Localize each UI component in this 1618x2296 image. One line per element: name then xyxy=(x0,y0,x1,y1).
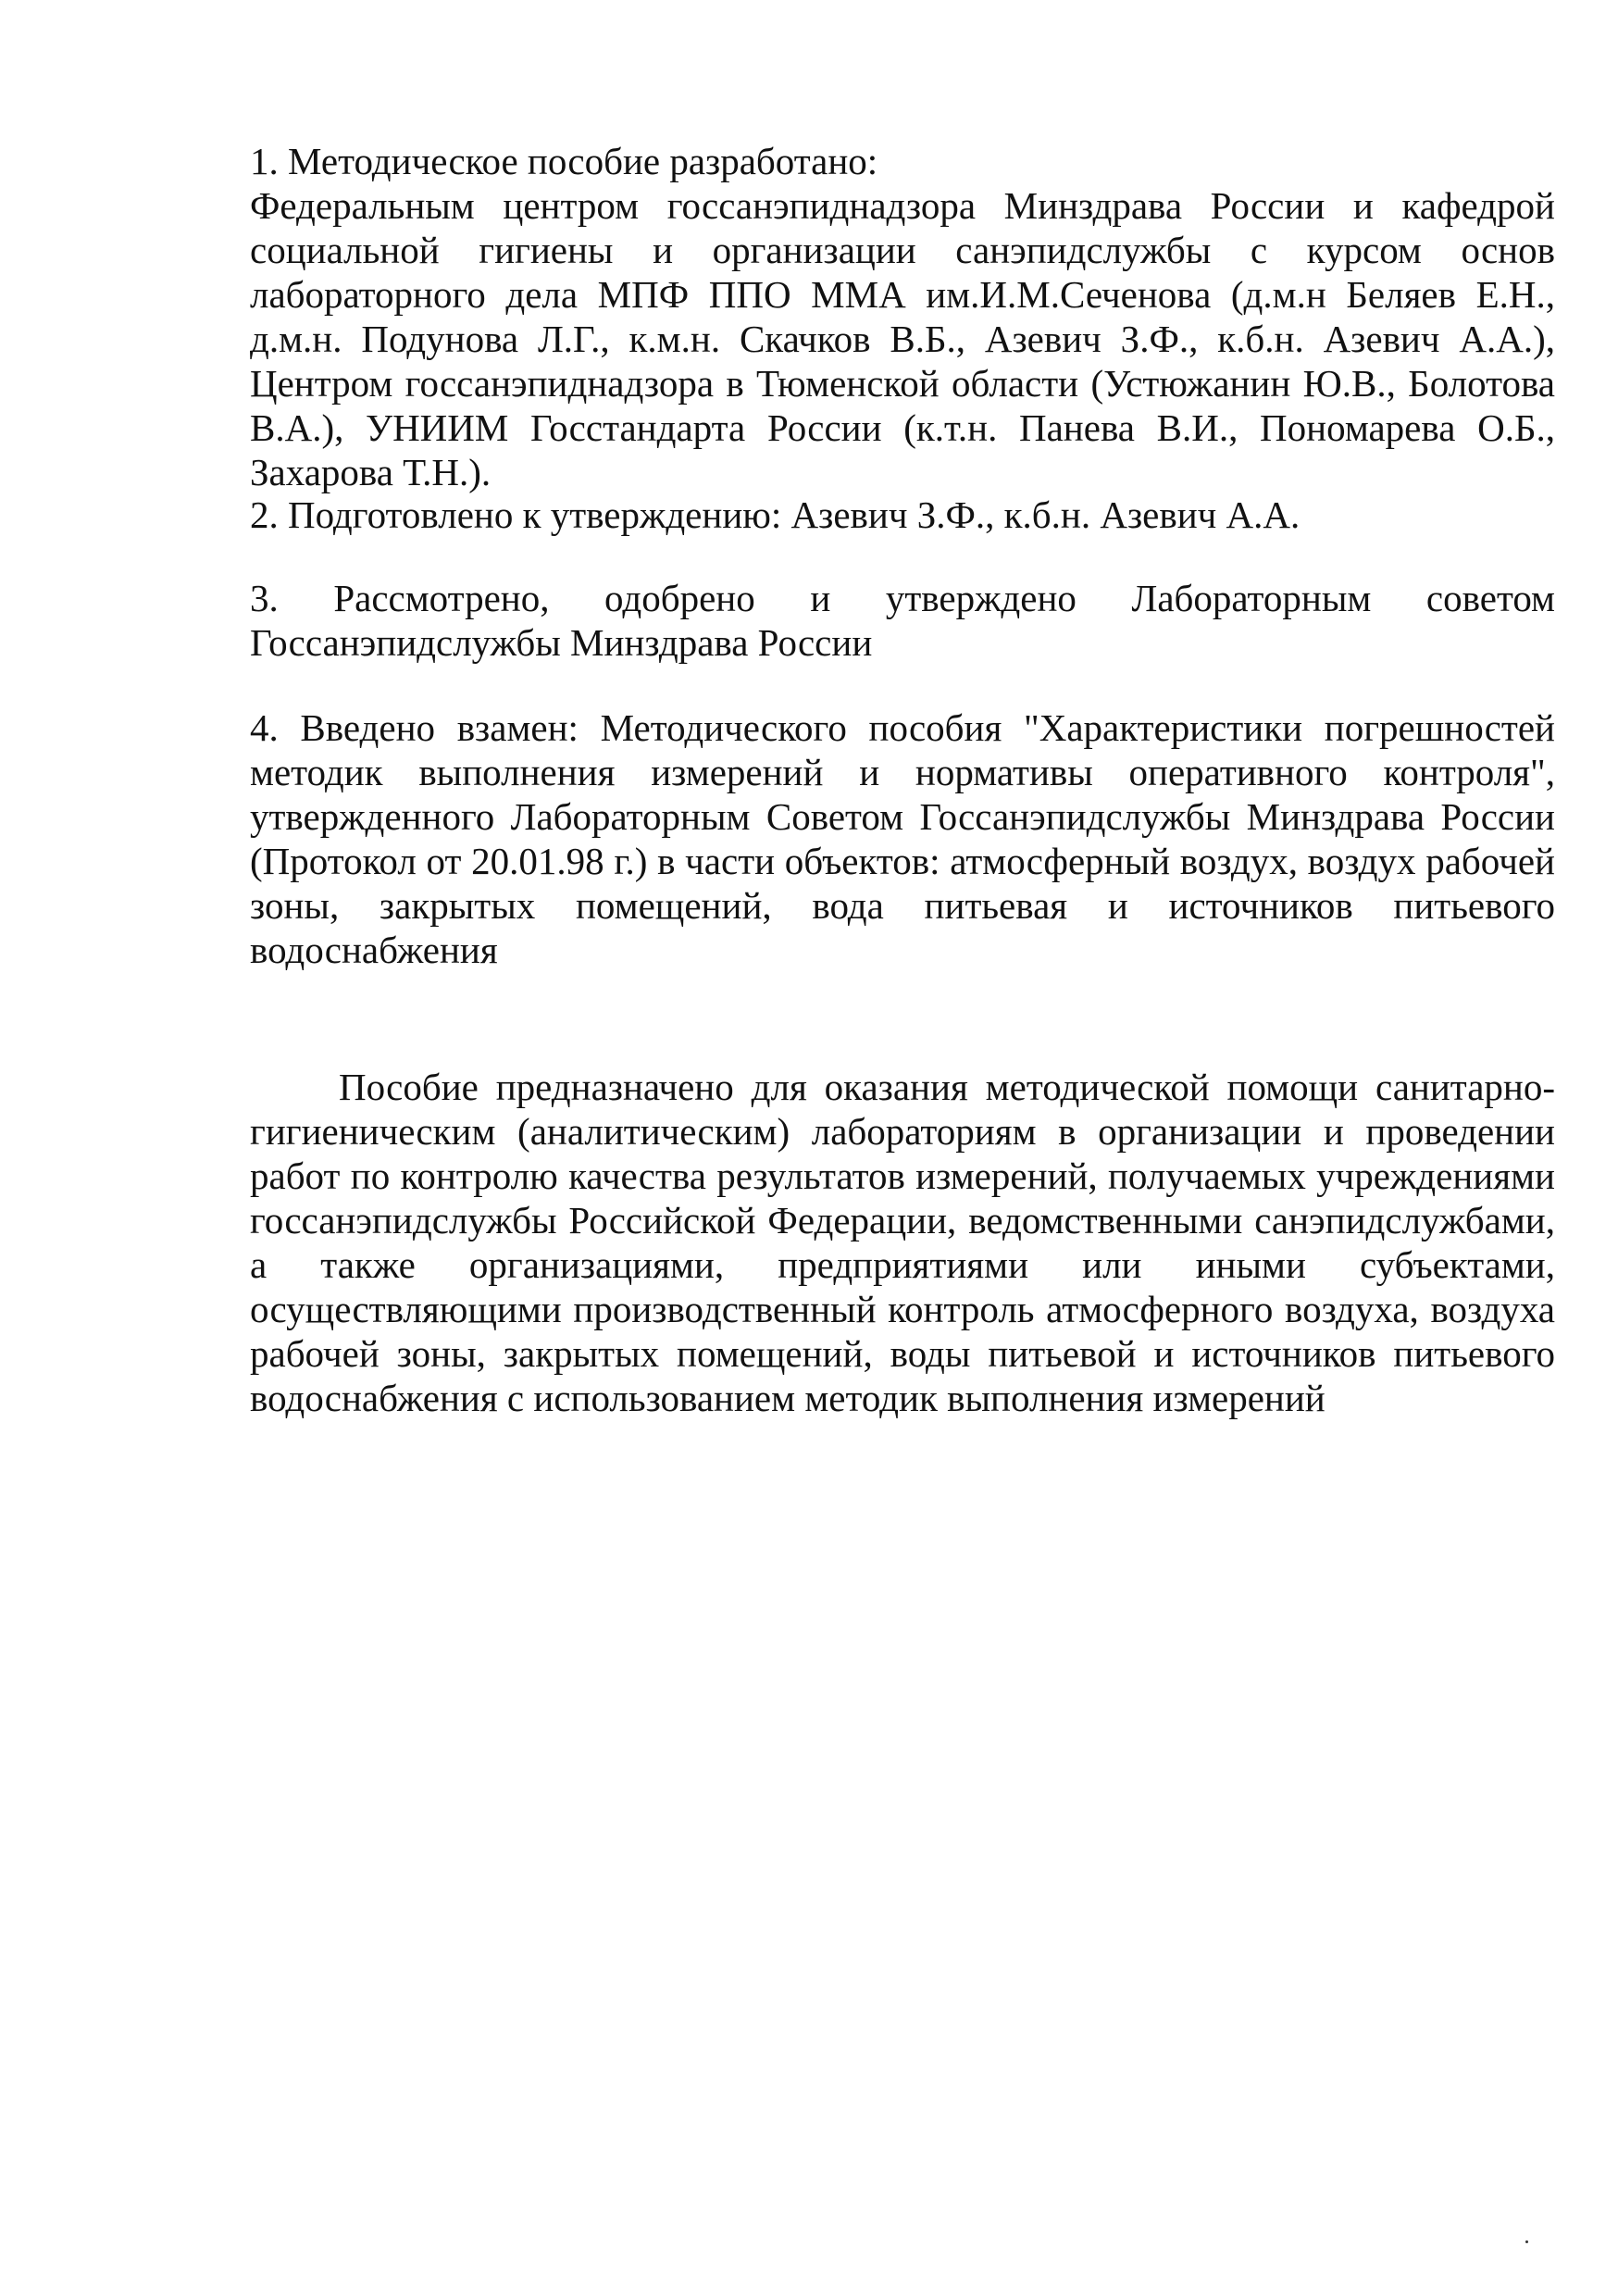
item-replaces xyxy=(250,705,1555,972)
item-developers-heading: 1. Методическое пособие разработано: xyxy=(250,140,878,182)
purpose-paragraph xyxy=(250,1065,1555,1420)
item-prepared xyxy=(250,493,1555,537)
item-developers xyxy=(250,139,1555,494)
item-developers-text: Федеральным центром госсанэпиднадзора Минздрава России и кафедрой социальной гигиены и организации санэпидслужбы с курсом основ лабораторного дела МПФ ППО ММА им.И.М.Сеченова (д.м.н Беляев Е.Н., д.м.н. Подунова Л.Г., к.м.н. Скачков В.Б., Азевич З.Ф., к.б.н. Азевич А.А.), Центром госсанэпиднадзора в Тюменской области (Устюжанин Ю.В., Болотова В.А.), УНИИМ Госстандарта России (к.т.н. Панева В.И., Пономарева О.Б., Захарова Т.Н.). xyxy=(250,184,1555,493)
item-replaces-text: 4. Введено взамен: Методического пособия "Характеристики погрешностей методик выполнения измерений и нормативы оперативного контроля", утвержденного Лабораторным Советом Госсанэпидслужбы Минздрава России (Протокол от 20.01.98 г.) в части объектов: атмосферный воздух, воздух рабочей зоны, закрытых помещений, вода питьевая и источников питьевого водоснабжения xyxy=(250,706,1555,971)
purpose-text: Пособие предназначено для оказания методической помощи санитарно-гигиеническим (аналитическим) лабораториям в организации и проведении работ по контролю качества результатов измерений, получаемых учреждениями госсанэпидслужбы Российской Федерации, ведомственными санэпидслужбами, а также организациями, предприятиями или иными субъектами, осуществляющими производственный контроль атмосферного воздуха, воздуха рабочей зоны, закрытых помещений, воды питьевой и источников питьевого водоснабжения с использованием методик выполнения измерений xyxy=(250,1066,1555,1419)
item-prepared-text: 2. Подготовлено к утверждению: Азевич З.Ф., к.б.н. Азевич А.А. xyxy=(250,493,1301,536)
scan-speck xyxy=(1525,2240,1528,2243)
item-approved xyxy=(250,576,1555,665)
item-approved-text: 3. Рассмотрено, одобрено и утверждено Лабораторным советом Госсанэпидслужбы Минздрава России xyxy=(250,577,1555,664)
